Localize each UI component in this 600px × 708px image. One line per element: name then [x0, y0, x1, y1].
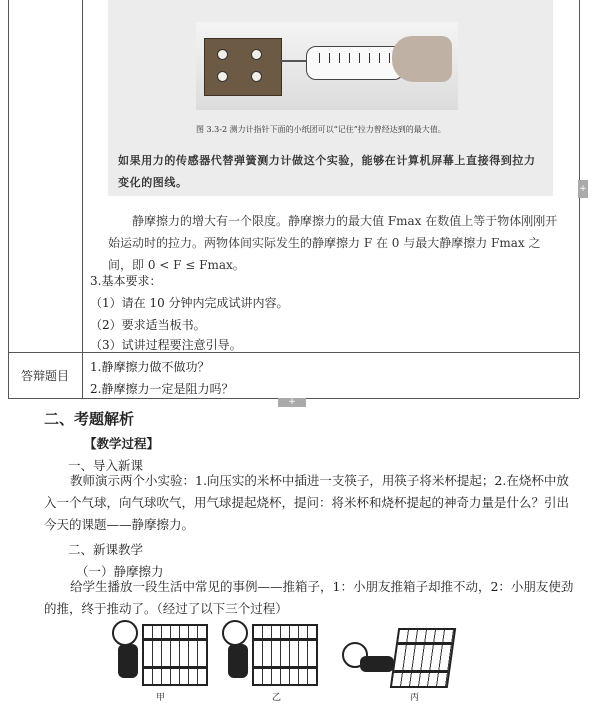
figure-label: 甲 [156, 693, 166, 703]
expand-bottom-button[interactable]: + [278, 398, 306, 407]
qa-label: 答辩题目 [20, 368, 69, 383]
hand [392, 36, 452, 82]
illustration-push-2 [222, 618, 322, 698]
crate [390, 628, 456, 688]
kid-head [112, 620, 138, 646]
string [280, 60, 308, 62]
requirement-item: （1）请在 10 分钟内完成试讲内容。 [90, 296, 289, 310]
hole-icon [217, 71, 228, 82]
crate [252, 624, 318, 686]
sensor-paragraph: 如果用力的传感器代替弹簧测力计做这个实验，能够在计算机屏幕上直接得到拉力变化的图线。 [118, 154, 536, 189]
scale-tick [389, 53, 390, 63]
illustration-push-1 [112, 618, 212, 698]
hole-icon [251, 49, 262, 60]
hole-icon [251, 71, 262, 82]
qa-question: 1.静摩擦力做不做功？ [90, 360, 210, 374]
part2-paragraph: 给学生播放一段生活中常见的事例——推箱子，1：小朋友推箱子却推不动，2：小朋友使劲的推，终于推动了。（经过了以下三个过程） [44, 579, 574, 616]
illustration-push-3 [340, 618, 450, 698]
teaching-process-title: 【教学过程】 [84, 436, 160, 451]
crate [142, 624, 208, 686]
wooden-block [204, 38, 282, 96]
scale-tick [379, 53, 380, 63]
requirements-title: 3.基本要求： [90, 274, 162, 288]
hole-icon [217, 49, 228, 60]
static-friction-paragraph: 静摩擦力的增大有一个限度。静摩擦力的最大值 Fmax 在数值上等于物体刚刚开始运动时的拉力。两物体间实际发生的静摩擦力 F 在 0 与最大静摩擦力 Fmax 之间，即 0 < F ≤ Fmax。 [108, 214, 558, 272]
figure-caption: 图 3.3-2 测力计指针下面的小纸团可以“记住”拉力曾经达到的最大值。 [196, 125, 446, 134]
scale-tick [339, 53, 340, 63]
scale-tick [359, 53, 360, 63]
part1-paragraph: 教师演示两个小实验：1.向压实的米杯中插进一支筷子，用筷子将米杯提起；2.在烧杯中放入一个气球，向气球吹气，用气球提起烧杯，提问：将米杯和烧杯提起的神奇力量是什么？引出今天的课题——静摩擦力。 [44, 473, 570, 532]
kid-body [360, 656, 394, 672]
scale-tick [329, 53, 330, 63]
figure-label: 丙 [410, 693, 420, 703]
textbook-excerpt [108, 0, 553, 196]
section-heading: 二、考题解析 [44, 410, 135, 428]
qa-question: 2.静摩擦力一定是阻力吗？ [90, 382, 234, 396]
part2-subtitle: （一）静摩擦力 [76, 564, 164, 579]
expand-side-button[interactable]: + [578, 180, 588, 198]
scale-tick [319, 53, 320, 63]
part2-title: 二、新课教学 [68, 542, 144, 557]
spring-scale-photo [196, 22, 458, 110]
scale-tick [369, 53, 370, 63]
table-column-divider [82, 0, 83, 398]
figure-label: 乙 [272, 693, 282, 703]
kid-head [222, 620, 248, 646]
kid-body [118, 644, 138, 678]
scale-tick [349, 53, 350, 63]
part1-title: 一、导入新课 [68, 458, 144, 473]
spring-scale [306, 46, 404, 80]
requirement-item: （3）试讲过程要注意引导。 [90, 338, 242, 352]
requirement-item: （2）要求适当板书。 [90, 318, 206, 332]
kid-body [228, 644, 248, 678]
